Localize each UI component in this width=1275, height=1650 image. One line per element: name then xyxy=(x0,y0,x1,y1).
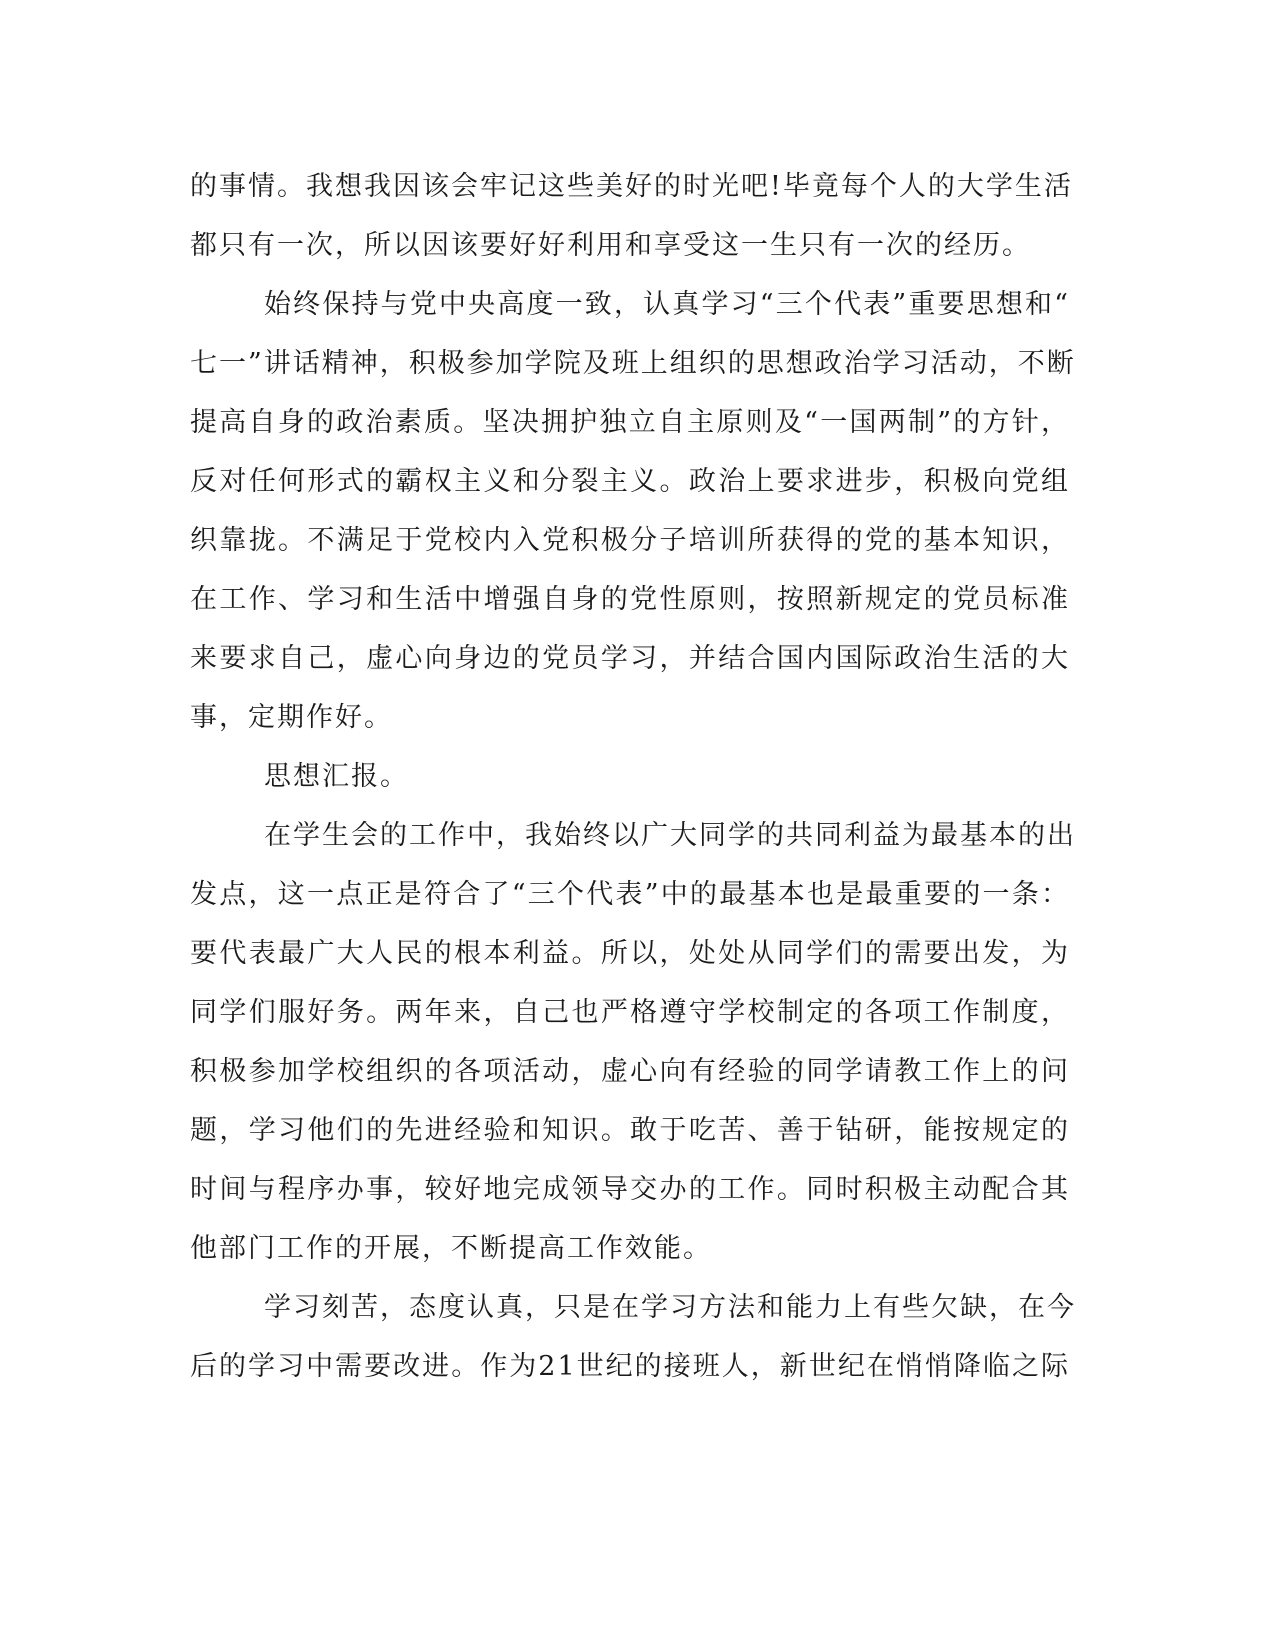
text-line: 的事情。我想我因该会牢记这些美好的时光吧!毕竟每个人的大学生活 xyxy=(190,171,1073,202)
text-line: 织靠拢。不满足于党校内入党积极分子培训所获得的党的基本知识， xyxy=(190,525,1070,556)
paragraph-first-line: 思想汇报。 xyxy=(264,761,409,792)
body-text xyxy=(190,157,1076,1396)
text-line: 七一”讲话精神，积极参加学院及班上组织的思想政治学习活动，不断 xyxy=(190,348,1076,379)
text-line: 他部门工作的开展，不断提高工作效能。 xyxy=(190,1233,712,1264)
text-line: 来要求自己，虚心向身边的党员学习，并结合国内国际政治生活的大 xyxy=(190,643,1070,674)
text-line: 同学们服好务。两年来，自己也严格遵守学校制定的各项工作制度， xyxy=(190,997,1070,1028)
text-line: 后的学习中需要改进。作为21世纪的接班人，新世纪在悄悄降临之际 xyxy=(190,1351,1070,1382)
text-line: 反对任何形式的霸权主义和分裂主义。政治上要求进步，积极向党组 xyxy=(190,466,1070,497)
text-line: 要代表最广大人民的根本利益。所以，处处从同学们的需要出发，为 xyxy=(190,938,1070,969)
text-line: 提高自身的政治素质。坚决拥护独立自主原则及“一国两制”的方针， xyxy=(190,407,1070,438)
text-line: 事，定期作好。 xyxy=(190,702,393,733)
text-line: 积极参加学校组织的各项活动，虚心向有经验的同学请教工作上的问 xyxy=(190,1056,1070,1087)
text-line: 题，学习他们的先进经验和知识。敢于吃苦、善于钻研，能按规定的 xyxy=(190,1115,1070,1146)
paragraph-first-line: 始终保持与党中央高度一致，认真学习“三个代表”重要思想和“ xyxy=(264,289,1070,320)
text-line: 发点，这一点正是符合了“三个代表”中的最基本也是最重要的一条： xyxy=(190,879,1070,910)
text-line: 在工作、学习和生活中增强自身的党性原则，按照新规定的党员标准 xyxy=(190,584,1070,615)
text-line: 都只有一次，所以因该要好好利用和享受这一生只有一次的经历。 xyxy=(190,230,1031,261)
paragraph-first-line: 学习刻苦，态度认真，只是在学习方法和能力上有些欠缺，在今 xyxy=(264,1292,1076,1323)
paragraph-first-line: 在学生会的工作中，我始终以广大同学的共同利益为最基本的出 xyxy=(264,820,1076,851)
text-line: 时间与程序办事，较好地完成领导交办的工作。同时积极主动配合其 xyxy=(190,1174,1070,1205)
